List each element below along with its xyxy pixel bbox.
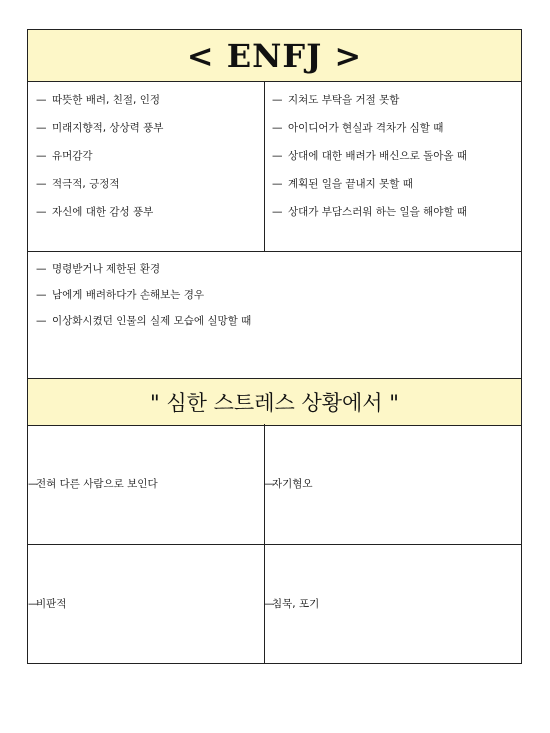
page-title: < ENFJ > [186,36,363,75]
list-item: — 유머감각 [36,149,264,163]
list-item: — 남에게 배려하다가 손해보는 경우 [36,288,268,302]
list-item: — 비판적 [28,597,66,611]
more-triggers-list [36,262,268,328]
stress-heading: " 심한 스트레스 상황에서 " [150,391,399,415]
more-triggers-row [28,252,521,378]
more-triggers-column [28,252,268,378]
title-banner [28,30,521,82]
list-item: — 자기혐오 [264,477,313,491]
list-item: — 명령받거나 제한된 환경 [36,262,268,276]
enfj-sheet [27,29,522,664]
stress-reaction-cell [28,424,264,544]
list-item: — 상대가 부담스러워 하는 일을 해야할 때 [272,205,523,219]
list-item: — 따뜻한 배려, 친절, 인정 [36,93,264,107]
strengths-column [28,81,264,251]
stress-reaction-cell [28,544,264,664]
list-item: — 적극적, 긍정적 [36,177,264,191]
list-item: — 이상화시켰던 인물의 실제 모습에 실망할 때 [36,314,268,328]
strengths-list [36,93,264,219]
list-item: — 전혀 다른 사람으로 보인다 [28,477,158,491]
list-item: — 상대에 대한 배려가 배신으로 돌아올 때 [272,149,523,163]
row-divider [28,544,521,545]
list-item: — 계획된 일을 끝내지 못할 때 [272,177,523,191]
stress-triggers-column [264,81,523,251]
traits-row [28,81,521,252]
list-item: — 자신에 대한 감성 풍부 [36,205,264,219]
list-item: — 미래지향적, 상상력 풍부 [36,121,264,135]
list-item: — 아이디어가 현실과 격차가 심할 때 [272,121,523,135]
stress-reaction-cell [264,424,523,544]
stress-triggers-list [272,93,523,219]
stress-reaction-cell [264,544,523,664]
column-divider [264,424,265,664]
list-item: — 지쳐도 부탁을 거절 못함 [272,93,523,107]
list-item: — 침묵, 포기 [264,597,319,611]
stress-heading-banner [28,378,521,426]
